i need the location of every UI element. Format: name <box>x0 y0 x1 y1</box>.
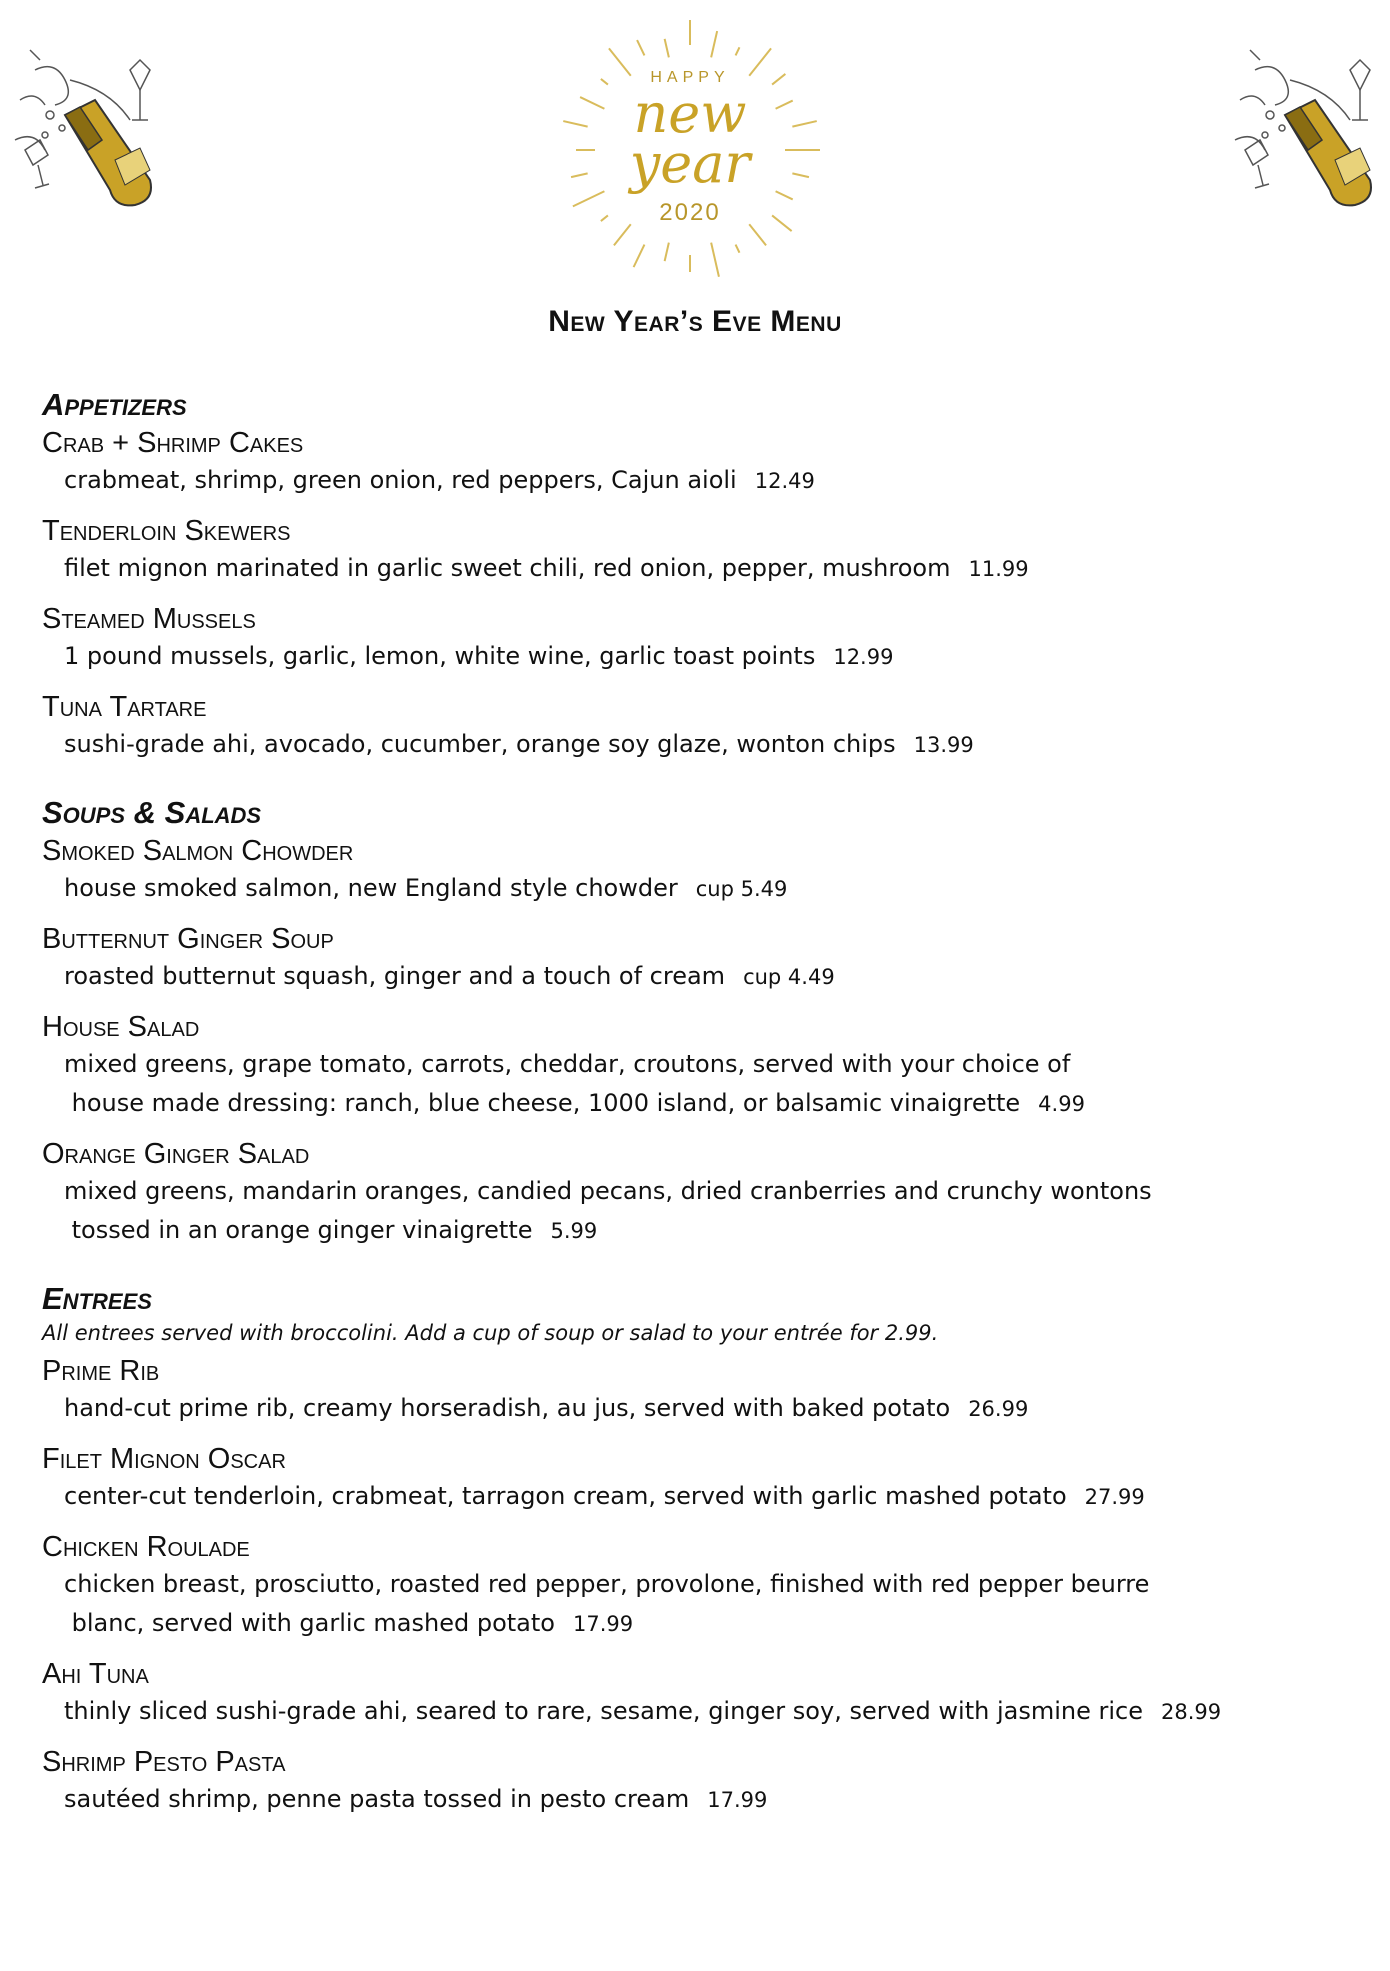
menu-item-description: roasted butternut squash, ginger and a touch of cream <box>64 962 726 990</box>
menu-item-description-row <box>42 1477 1362 1517</box>
menu-item-description-row <box>42 957 1362 997</box>
menu-item-description: house smoked salmon, new England style chowder <box>64 874 678 902</box>
logo-ray <box>772 215 792 231</box>
menu-item-description-row <box>42 725 1362 765</box>
logo-ray <box>665 39 669 58</box>
menu-item-name: Tenderloin Skewers <box>42 515 291 547</box>
menu-item-price: 27.99 <box>1084 1485 1145 1509</box>
menu-item-description: sushi-grade ahi, avocado, cucumber, orange soy glaze, wonton chips <box>64 730 896 758</box>
logo-ray <box>792 121 816 127</box>
menu-item <box>42 921 1362 997</box>
logo-ray <box>634 245 645 268</box>
menu-item-price: 12.49 <box>754 469 815 493</box>
menu-item-description-row <box>42 1172 1362 1251</box>
menu-item-name: Shrimp Pesto Pasta <box>42 1746 286 1778</box>
menu-item-description: crabmeat, shrimp, green onion, red peppers, Cajun aioli <box>64 466 737 494</box>
logo-ray <box>749 224 766 245</box>
menu-item-name: House Salad <box>42 1011 200 1043</box>
happy-new-year-logo <box>550 10 830 290</box>
menu-item-description-row <box>42 637 1362 677</box>
section-title: Appetizers <box>42 387 187 422</box>
logo-ray <box>601 79 608 85</box>
menu-item <box>42 1353 1362 1429</box>
section-title: Soups & Salads <box>42 795 262 830</box>
logo-ray <box>736 245 740 253</box>
menu-item-name: Crab + Shrimp Cakes <box>42 427 304 459</box>
menu-item-description: mixed greens, mandarin oranges, candied pecans, dried cranberries and crunchy wontons tossed in an orange ginger vinaigrette <box>64 1177 1152 1244</box>
menu-item <box>42 689 1362 765</box>
menu-item-description-row <box>42 461 1362 501</box>
menu-item <box>42 601 1362 677</box>
section-note: All entrees served with broccolini. Add a cup of soup or salad to your entrée for 2.99. <box>42 1321 939 1345</box>
menu-item-name: Orange Ginger Salad <box>42 1138 310 1170</box>
logo-ray <box>571 173 588 177</box>
menu-item-price: 12.99 <box>833 645 894 669</box>
menu-item-price: 28.99 <box>1161 1700 1222 1724</box>
menu-item-name: Ahi Tuna <box>42 1658 149 1690</box>
menu-item <box>42 833 1362 909</box>
logo-ray <box>711 243 719 277</box>
menu-item-name: Filet Mignon Oscar <box>42 1443 286 1475</box>
menu-item-name: Smoked Salmon Chowder <box>42 835 354 867</box>
menu-item-price: 17.99 <box>707 1788 768 1812</box>
logo-ray <box>736 47 740 55</box>
menu-item <box>42 1744 1362 1820</box>
logo-ray <box>772 74 785 85</box>
menu-item-description-row <box>42 1565 1362 1644</box>
champagne-bottle-icon <box>1230 40 1390 210</box>
page-title: New Year’s Eve Menu <box>548 305 842 338</box>
logo-ray <box>749 48 771 75</box>
menu-item <box>42 513 1362 589</box>
menu-item-description: center-cut tenderloin, crabmeat, tarragon cream, served with garlic mashed potato <box>64 1482 1067 1510</box>
menu-item <box>42 1529 1362 1644</box>
menu-item-description: filet mignon marinated in garlic sweet chili, red onion, pepper, mushroom <box>64 554 951 582</box>
logo-ray <box>563 121 587 127</box>
logo-ray <box>637 40 644 55</box>
menu-item-name: Butternut Ginger Soup <box>42 923 334 955</box>
menu-section <box>42 793 1362 1251</box>
menu-item-description-row <box>42 869 1362 909</box>
logo-ray <box>776 191 793 199</box>
menu-item-price: cup 4.49 <box>743 965 835 989</box>
menu-item-description: chicken breast, prosciutto, roasted red pepper, provolone, finished with red pepper beurre blanc, served with garlic mashed potato <box>64 1570 1150 1637</box>
logo-ray <box>776 101 793 109</box>
menu-item-description: hand-cut prime rib, creamy horseradish, au jus, served with baked potato <box>64 1394 951 1422</box>
logo-ray <box>573 191 605 206</box>
menu-item-price: 13.99 <box>913 733 974 757</box>
menu-item-name: Prime Rib <box>42 1355 160 1387</box>
logo-ray <box>609 48 631 75</box>
menu-item-description: sautéed shrimp, penne pasta tossed in pesto cream <box>64 1785 690 1813</box>
logo-new: new <box>633 82 747 145</box>
menu-item-description: 1 pound mussels, garlic, lemon, white wine, garlic toast points <box>64 642 816 670</box>
menu-item-description: mixed greens, grape tomato, carrots, cheddar, croutons, served with your choice of house made dressing: ranch, blue cheese, 1000 island, or balsamic vinaigrette <box>64 1050 1071 1117</box>
menu-item-price: 5.99 <box>550 1219 598 1243</box>
menu-item-price: 4.99 <box>1038 1092 1085 1116</box>
menu-item <box>42 425 1362 501</box>
champagne-bottle-icon <box>10 40 170 210</box>
menu-item-description-row <box>42 1692 1362 1732</box>
menu-item <box>42 1441 1362 1517</box>
logo-year-number: 2020 <box>659 199 721 226</box>
menu-item <box>42 1656 1362 1732</box>
menu-item-price: 11.99 <box>968 557 1029 581</box>
menu-item-description-row <box>42 549 1362 589</box>
menu-item-description: thinly sliced sushi-grade ahi, seared to rare, sesame, ginger soy, served with jasmine rice <box>64 1697 1143 1725</box>
logo-happy: HAPPY <box>650 69 730 86</box>
menu-content <box>42 385 1362 1840</box>
logo-ray <box>792 173 809 177</box>
menu-item-description-row <box>42 1389 1362 1429</box>
menu-item-description-row <box>42 1045 1362 1124</box>
logo-ray <box>580 97 604 109</box>
logo-ray <box>601 215 608 221</box>
menu-item <box>42 1136 1362 1251</box>
menu-item-name: Tuna Tartare <box>42 691 207 723</box>
logo-ray <box>614 224 631 245</box>
menu-item-price: 17.99 <box>572 1612 634 1636</box>
menu-item-price: 26.99 <box>968 1397 1029 1421</box>
logo-ray <box>711 31 717 57</box>
logo-ray <box>665 243 669 262</box>
logo-year: year <box>629 132 751 195</box>
menu-item-description-row <box>42 1780 1362 1820</box>
menu-item-price: cup 5.49 <box>695 877 788 901</box>
menu-section <box>42 1279 1362 1820</box>
menu-item-name: Chicken Roulade <box>42 1531 250 1563</box>
menu-item <box>42 1009 1362 1124</box>
menu-section <box>42 385 1362 765</box>
menu-item-name: Steamed Mussels <box>42 603 256 635</box>
section-title: Entrees <box>42 1281 152 1316</box>
